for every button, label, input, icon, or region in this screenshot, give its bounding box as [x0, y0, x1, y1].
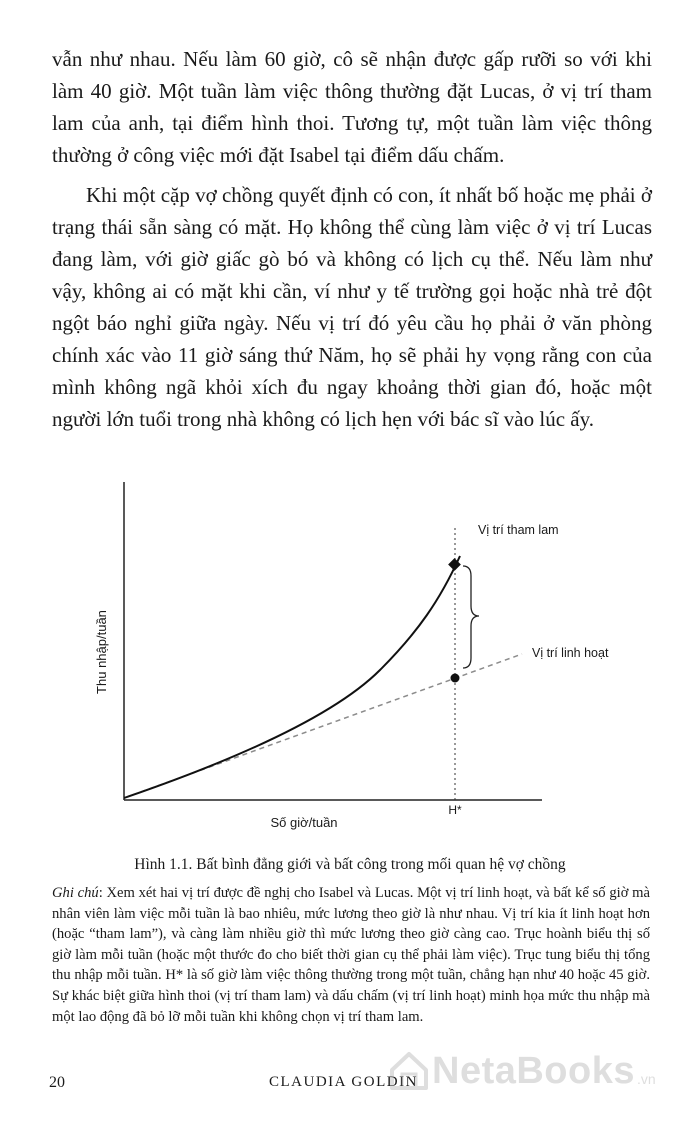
y-axis-label: Thu nhập/tuần	[94, 610, 109, 694]
watermark	[386, 1048, 656, 1094]
figure-chart	[0, 470, 700, 850]
difference-brace	[463, 566, 479, 668]
page-number: 20	[49, 1074, 65, 1091]
watermark-suffix: .vn	[637, 1071, 656, 1087]
figure-note	[52, 883, 650, 1027]
body-paragraph-2: Khi một cặp vợ chồng quyết định có con, ít nhất bố hoặc mẹ phải ở trạng thái sẵn sàng có mặt. Họ không thể cùng làm việc ở vị trí Lucas đang làm, với giờ giấc gò bó và không có lịch cụ thể. Nếu làm như vậy, không ai có mặt khi cần, ví như y tế trường gọi hoặc nhà trẻ đột ngột báo nghỉ giữa ngày. Nếu vị trí đó yêu cầu họ phải ở văn phòng chính xác vào 11 giờ sáng thứ Năm, họ sẽ phải hy vọng rằng con của mình không ngã khỏi xích đu ngay khoảng thời gian đó, hoặc một người lớn tuổi trong nhà không có lịch hẹn với bác sĩ vào lúc ấy.	[52, 183, 652, 431]
figure-note-label: Ghi chú	[52, 885, 99, 901]
series-label-flexible: Vị trí linh hoạt	[532, 646, 609, 660]
flexible-dot-marker	[451, 674, 460, 683]
house-logo-icon	[386, 1048, 432, 1094]
figure-note-text: : Xem xét hai vị trí được đề nghị cho Isabel và Lucas. Một vị trí linh hoạt, và bất kể số giờ mà nhân viên làm việc mỗi tuần là bao nhiêu, mức lương theo giờ là như nhau. Vị trí kia ít linh hoạt hơn (hoặc “tham lam”), và càng làm nhiều giờ thì mức lương theo giờ càng cao. Trục hoành biểu thị số giờ làm mỗi tuần (hoặc một thước đo cho biết thời gian cụ thể phải làm việc). Trục tung biểu thị tổng thu nhập mỗi tuần. H* là số giờ làm việc thông thường trong một tuần, chẳng hạn như 40 hoặc 45 giờ. Sự khác biệt giữa hình thoi (vị trí tham lam) và dấu chấm (vị trí linh hoạt) minh họa mức thu nhập mà một lao động đã bỏ lỡ mỗi tuần khi không chọn vị trí tham lam.	[52, 885, 650, 1025]
body-paragraph-1: vẫn như nhau. Nếu làm 60 giờ, cô sẽ nhận được gấp rưỡi so với khi làm 40 giờ. Một tuần làm việc thông thường đặt Lucas, ở vị trí tham lam của anh, tại điểm hình thoi. Tương tự, một tuần làm việc thông thường ở công việc mới đặt Isabel tại điểm dấu chấm.	[52, 47, 652, 167]
x-axis-label: Số giờ/tuần	[270, 815, 338, 830]
running-head: CLAUDIA GOLDIN	[269, 1074, 418, 1090]
x-tick-h-star: H*	[448, 803, 462, 817]
series-label-greedy: Vị trí tham lam	[478, 523, 559, 537]
series-greedy-line	[124, 556, 460, 798]
watermark-text: NetaBooks	[432, 1049, 635, 1092]
figure-caption: Hình 1.1. Bất bình đẳng giới và bất công trong mối quan hệ vợ chồng	[134, 856, 566, 873]
